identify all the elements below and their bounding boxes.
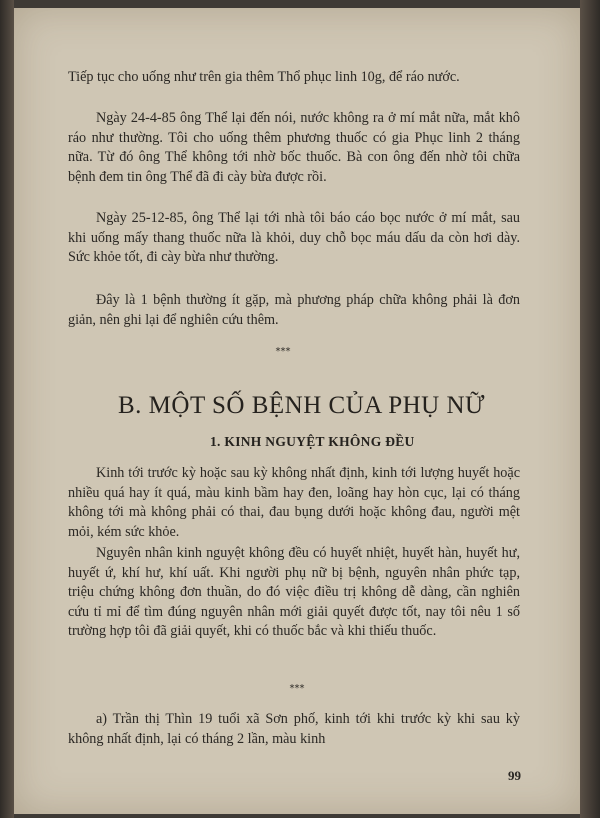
paragraph: Ngày 24-4-85 ông Thể lại đến nói, nước không ra ở mí mắt nữa, mắt khô ráo như thường. Tôi cho uống thêm phương thuốc có gia Phục linh 2 tháng nữa. Từ đó ông Thể không tới nhờ bốc thuốc. Bà con ông đến nhờ tôi chữa bệnh đem tin ông Thể đã đi cày bừa được rồi. <box>68 110 520 185</box>
paragraph: a) Trần thị Thìn 19 tuổi xã Sơn phố, kinh tới khi trước kỳ khi sau kỳ không nhất định, lại có tháng 2 lần, màu kinh <box>68 711 520 747</box>
paragraph: Nguyên nhân kinh nguyệt không đều có huyết nhiệt, huyết hàn, huyết hư, huyết ứ, khí hư, khí uất. Khi người phụ nữ bị bệnh, nguyên nhân phức tạp, triệu chứng không đơn thuần, do đó việc điều trị không dễ dàng, cần nghiên cứu tỉ mỉ để tìm đúng nguyên nhân mới giải quyết được tốt, nay tôi nêu 1 số trường hợp tôi đã giải quyết, khi có thuốc bắc và khi thiếu thuốc. <box>68 545 520 640</box>
sub-title: 1. KINH NGUYỆT KHÔNG ĐỀU <box>210 434 415 449</box>
book-page <box>14 8 580 814</box>
page-edge-right <box>580 0 600 818</box>
section-title: B. MỘT SỐ BỆNH CỦA PHỤ NỮ <box>118 392 485 419</box>
paragraph: Ngày 25-12-85, ông Thể lại tới nhà tôi báo cáo bọc nước ở mí mắt, sau khi uống mấy thang thuốc nữa là khỏi, duy chỗ bọc máu dấu da còn hơi dày. Sức khỏe tốt, đi cày bừa như thường. <box>68 210 520 266</box>
page-edge-left <box>0 0 14 818</box>
paragraph: Kinh tới trước kỳ hoặc sau kỳ không nhất định, kinh tới lượng huyết hoặc nhiều quá hay ít quá, màu kinh bầm hay đen, loãng hay hòn cục, lại có tháng không tới mà không phải có thai, đau bụng dưới hoặc không đau, người mệt mỏi, kém sức khỏe. <box>68 465 520 540</box>
paragraph: Tiếp tục cho uống như trên gia thêm Thổ phục linh 10g, để ráo nước. <box>68 69 460 85</box>
section-divider: ⁎⁎⁎ <box>275 343 291 354</box>
paragraph: Đây là 1 bệnh thường ít gặp, mà phương pháp chữa không phải là đơn giản, nên ghi lại để nghiên cứu thêm. <box>68 292 520 328</box>
page-number: 99 <box>508 768 521 783</box>
section-divider: ⁎⁎⁎ <box>289 680 305 691</box>
